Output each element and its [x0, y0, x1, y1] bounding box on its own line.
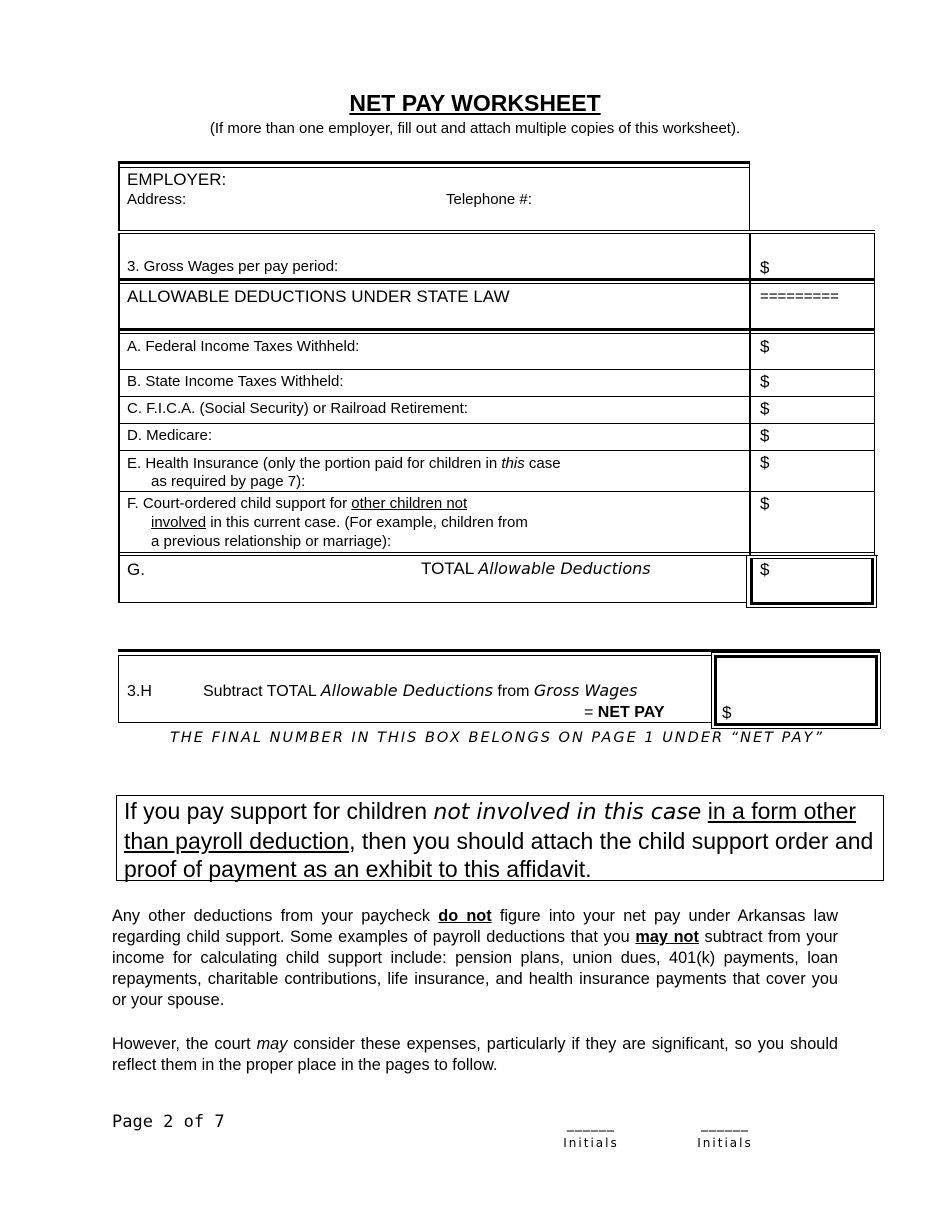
row-c-label: C. F.I.C.A. (Social Security) or Railroad Retirement:	[127, 400, 468, 417]
row-a-label: A. Federal Income Taxes Withheld:	[127, 338, 360, 355]
row-f-label-line2: involved in this current case. (For example, children from	[151, 514, 528, 531]
net-pay-instruction: Subtract TOTAL Allowable Deductions from Gross Wages	[203, 681, 638, 700]
row-b-label: B. State Income Taxes Withheld:	[127, 373, 344, 390]
row-e-label-line2: as required by page 7):	[151, 473, 306, 490]
net-pay-field[interactable]: $	[722, 703, 732, 722]
employer-label: EMPLOYER:	[127, 170, 227, 189]
initials-blank-2[interactable]: ______	[701, 1116, 749, 1132]
page-title: NET PAY WORKSHEET	[349, 90, 601, 116]
paragraph-deductions: Any other deductions from your paycheck do not figure into your net pay under Arkansas law regarding child support. Some examples of payroll deductions that you may not subtract from your income for calculating child support include: pension plans, union dues, 401(k) payments, loan repayments, charitable contributions, life insurance, and health insurance payments that cover you or your spouse.	[112, 907, 838, 1009]
page-number: Page 2 of 7	[112, 1112, 225, 1132]
address-label: Address:	[127, 191, 187, 208]
row-f-label-line3: a previous relationship or marriage):	[151, 533, 392, 550]
page-subtitle: (If more than one employer, fill out and attach multiple copies of this worksheet).	[209, 120, 741, 137]
gross-wages-label: 3. Gross Wages per pay period:	[127, 258, 339, 275]
deductions-header: ALLOWABLE DEDUCTIONS UNDER STATE LAW	[127, 287, 510, 306]
telephone-label: Telephone #:	[446, 191, 532, 208]
net-pay-label: = NET PAY	[584, 704, 665, 721]
row-a-field[interactable]: $	[760, 337, 770, 356]
row-e-label: E. Health Insurance (only the portion paid for children in this case	[127, 455, 561, 472]
notice-box: If you pay support for children not involved in this case in a form other than payroll deduction, then you should attach the child support order and proof of payment as an exhibit to this affidavit.	[116, 795, 884, 881]
initials-blank-1[interactable]: ______	[567, 1116, 615, 1132]
initials-label-1: Initials	[563, 1136, 619, 1150]
row-g-letter: G.	[127, 560, 145, 579]
paragraph-court: However, the court may consider these expenses, particularly if they are significant, so you should reflect them in the proper place in the pages to follow.	[112, 1035, 838, 1074]
row-g-total-label: TOTAL Allowable Deductions	[421, 559, 651, 578]
row-b-field[interactable]: $	[760, 372, 770, 391]
gross-wages-field[interactable]: $	[760, 258, 770, 277]
net-pay-number: 3.H	[127, 683, 152, 700]
row-f-label: F. Court-ordered child support for other children not	[127, 495, 468, 512]
row-f-field[interactable]: $	[760, 494, 770, 513]
row-d-label: D. Medicare:	[127, 427, 213, 444]
row-e-field[interactable]: $	[760, 453, 770, 472]
row-d-field[interactable]: $	[760, 426, 770, 445]
row-g-total-field[interactable]: $	[760, 560, 770, 579]
initials-label-2: Initials	[697, 1136, 753, 1150]
deductions-separator: =========	[760, 288, 839, 305]
net-pay-final-note: THE FINAL NUMBER IN THIS BOX BELONGS ON PAGE 1 UNDER “NET PAY”	[170, 730, 824, 746]
row-c-field[interactable]: $	[760, 399, 770, 418]
